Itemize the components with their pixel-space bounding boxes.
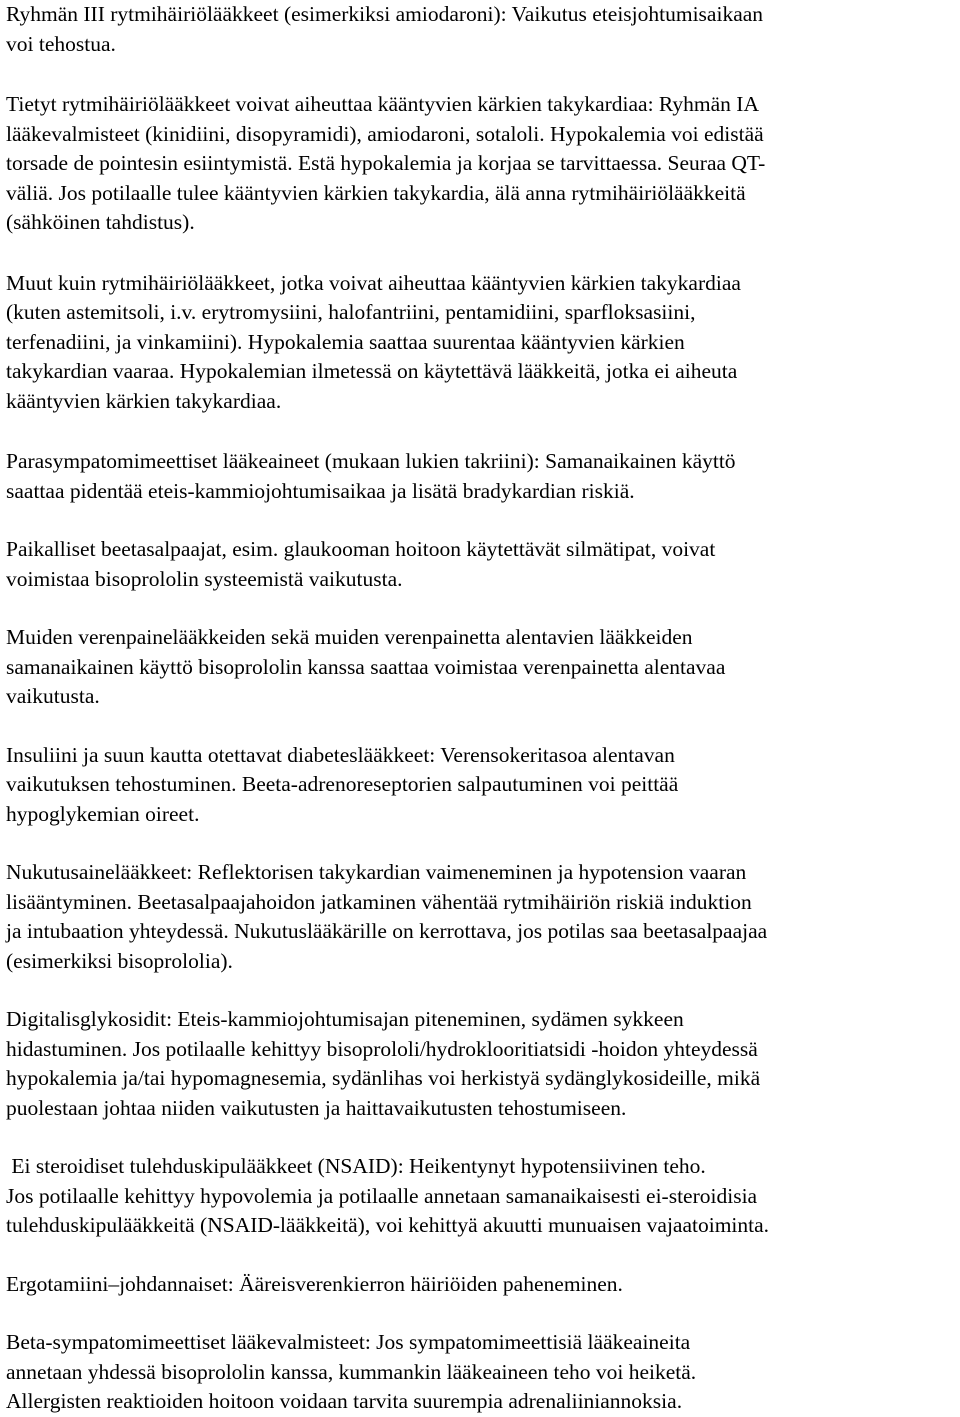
text-line: Ryhmän III rytmihäiriölääkkeet (esimerkiksi amiodaroni): Vaikutus eteisjohtumisaikaan [6, 2, 764, 26]
text-line: puolestaan johtaa niiden vaikutusten ja haittavaikutusten tehostumiseen. [6, 1095, 627, 1120]
text-line: Tietyt rytmihäiriölääkkeet voivat aiheuttaa kääntyvien kärkien takykardiaa: Ryhmän IA [6, 92, 759, 116]
text-line: lääkevalmisteet (kinidiini, disopyramidi), amiodaroni, sotaloli. Hypokalemia voi edistää [6, 121, 764, 146]
text-line: takykardian vaaraa. Hypokalemian ilmetessä on käytettävä lääkkeitä, jotka ei aiheuta [6, 359, 738, 383]
text-line: saattaa pidentää eteis-kammiojohtumisaikaa ja lisätä bradykardian riskiä. [6, 478, 635, 503]
paragraph-insulin [6, 741, 952, 830]
text-line: (kuten astemitsoli, i.v. erytromysiini, halofantriini, pentamidiini, sparfloksasiini, [6, 300, 696, 324]
text-line: hidastuminen. Jos potilaalle kehittyy bisoprololi/hydroklooritiatsidi -hoidon yhteydessä [6, 1036, 758, 1061]
text-line: Beta-sympatomimeettiset lääkevalmisteet: Jos sympatomimeettisiä lääkeaineita [6, 1330, 691, 1354]
text-line: (esimerkiksi bisoprololia). [6, 948, 233, 973]
text-line: Ergotamiini–johdannaiset: Ääreisverenkierron häiriöiden paheneminen. [6, 1271, 623, 1296]
text-line: samanaikainen käyttö bisoprololin kanssa saattaa voimistaa verenpainetta alentavaa [6, 654, 726, 679]
text-line: hypokalemia ja/tai hypomagnesemia, sydänlihas voi herkistyä sydänglykosideille, mikä [6, 1066, 761, 1090]
text-line: väliä. Jos potilaalle tulee kääntyvien kärkien takykardia, älä anna rytmihäiriölääkkeitä [6, 180, 746, 205]
text-line: (sähköinen tahdistus). [6, 210, 195, 234]
text-line: Ei steroidiset tulehduskipulääkkeet (NSAID): Heikentynyt hypotensiivinen teho. [6, 1154, 706, 1178]
text-line: voimistaa bisoprololin systeemistä vaikutusta. [6, 566, 403, 591]
paragraph-ergotamine [6, 1270, 952, 1300]
text-line: Digitalisglykosidit: Eteis-kammiojohtumisajan piteneminen, sydämen sykkeen [6, 1007, 684, 1031]
text-line: annetaan yhdessä bisoprololin kanssa, kummankin lääkeaineen teho voi heiketä. [6, 1359, 697, 1384]
text-line: Muiden verenpainelääkkeiden sekä muiden verenpainetta alentavien lääkkeiden [6, 625, 693, 649]
text-line: Allergisten reaktioiden hoitoon voidaan tarvita suurempia adrenaliiniannoksia. [6, 1389, 683, 1413]
paragraph-non-antiarrhythmics [6, 269, 952, 417]
text-line: ja intubaation yhteydessä. Nukutuslääkärille on kerrottava, jos potilas saa beetasalpaajaa [6, 919, 768, 943]
paragraph-class-iii-antiarrhythmics [6, 0, 952, 59]
paragraph-parasympathomimetics [6, 447, 952, 506]
text-line: Nukutusainelääkkeet: Reflektorisen takykardian vaimeneminen ja hypotension vaaran [6, 860, 747, 884]
text-line: Paikalliset beetasalpaajat, esim. glaukooman hoitoon käytettävät silmätipat, voivat [6, 537, 716, 561]
text-line: voi tehostua. [6, 31, 116, 56]
text-line: kääntyvien kärkien takykardiaa. [6, 388, 282, 413]
paragraph-nsaid [6, 1152, 952, 1241]
paragraph-torsade-risk [6, 90, 952, 238]
paragraph-beta-sympathomimetics [6, 1328, 952, 1417]
text-line: tulehduskipulääkkeitä (NSAID-lääkkeitä), voi kehittyä akuutti munuaisen vajaatoiminta. [6, 1213, 770, 1237]
text-line: hypoglykemian oireet. [6, 801, 200, 826]
paragraph-antihypertensives [6, 623, 952, 712]
paragraph-local-beta-blockers [6, 535, 952, 594]
text-line: vaikutuksen tehostuminen. Beeta-adrenoreseptorien salpautuminen voi peittää [6, 772, 679, 796]
text-line: Parasympatomimeettiset lääkeaineet (mukaan lukien takriini): Samanaikainen käyttö [6, 449, 736, 473]
text-line: Jos potilaalle kehittyy hypovolemia ja potilaalle annetaan samanaikaisesti ei-steroidisia [6, 1183, 758, 1208]
text-line: terfenadiini, ja vinkamiini). Hypokalemia saattaa suurentaa kääntyvien kärkien [6, 329, 685, 354]
text-line: lisääntyminen. Beetasalpaajahoidon jatkaminen vähentää rytmihäiriön riskiä induktion [6, 889, 752, 914]
text-line: Insuliini ja suun kautta otettavat diabeteslääkkeet: Verensokeritasoa alentavan [6, 742, 675, 767]
paragraph-anesthetics [6, 858, 952, 976]
paragraph-digitalis [6, 1005, 952, 1123]
text-line: torsade de pointesin esiintymistä. Estä hypokalemia ja korjaa se tarvittaessa. Seuraa QT- [6, 151, 766, 175]
text-line: Muut kuin rytmihäiriölääkkeet, jotka voivat aiheuttaa kääntyvien kärkien takykardiaa [6, 270, 741, 295]
text-line: vaikutusta. [6, 684, 100, 708]
